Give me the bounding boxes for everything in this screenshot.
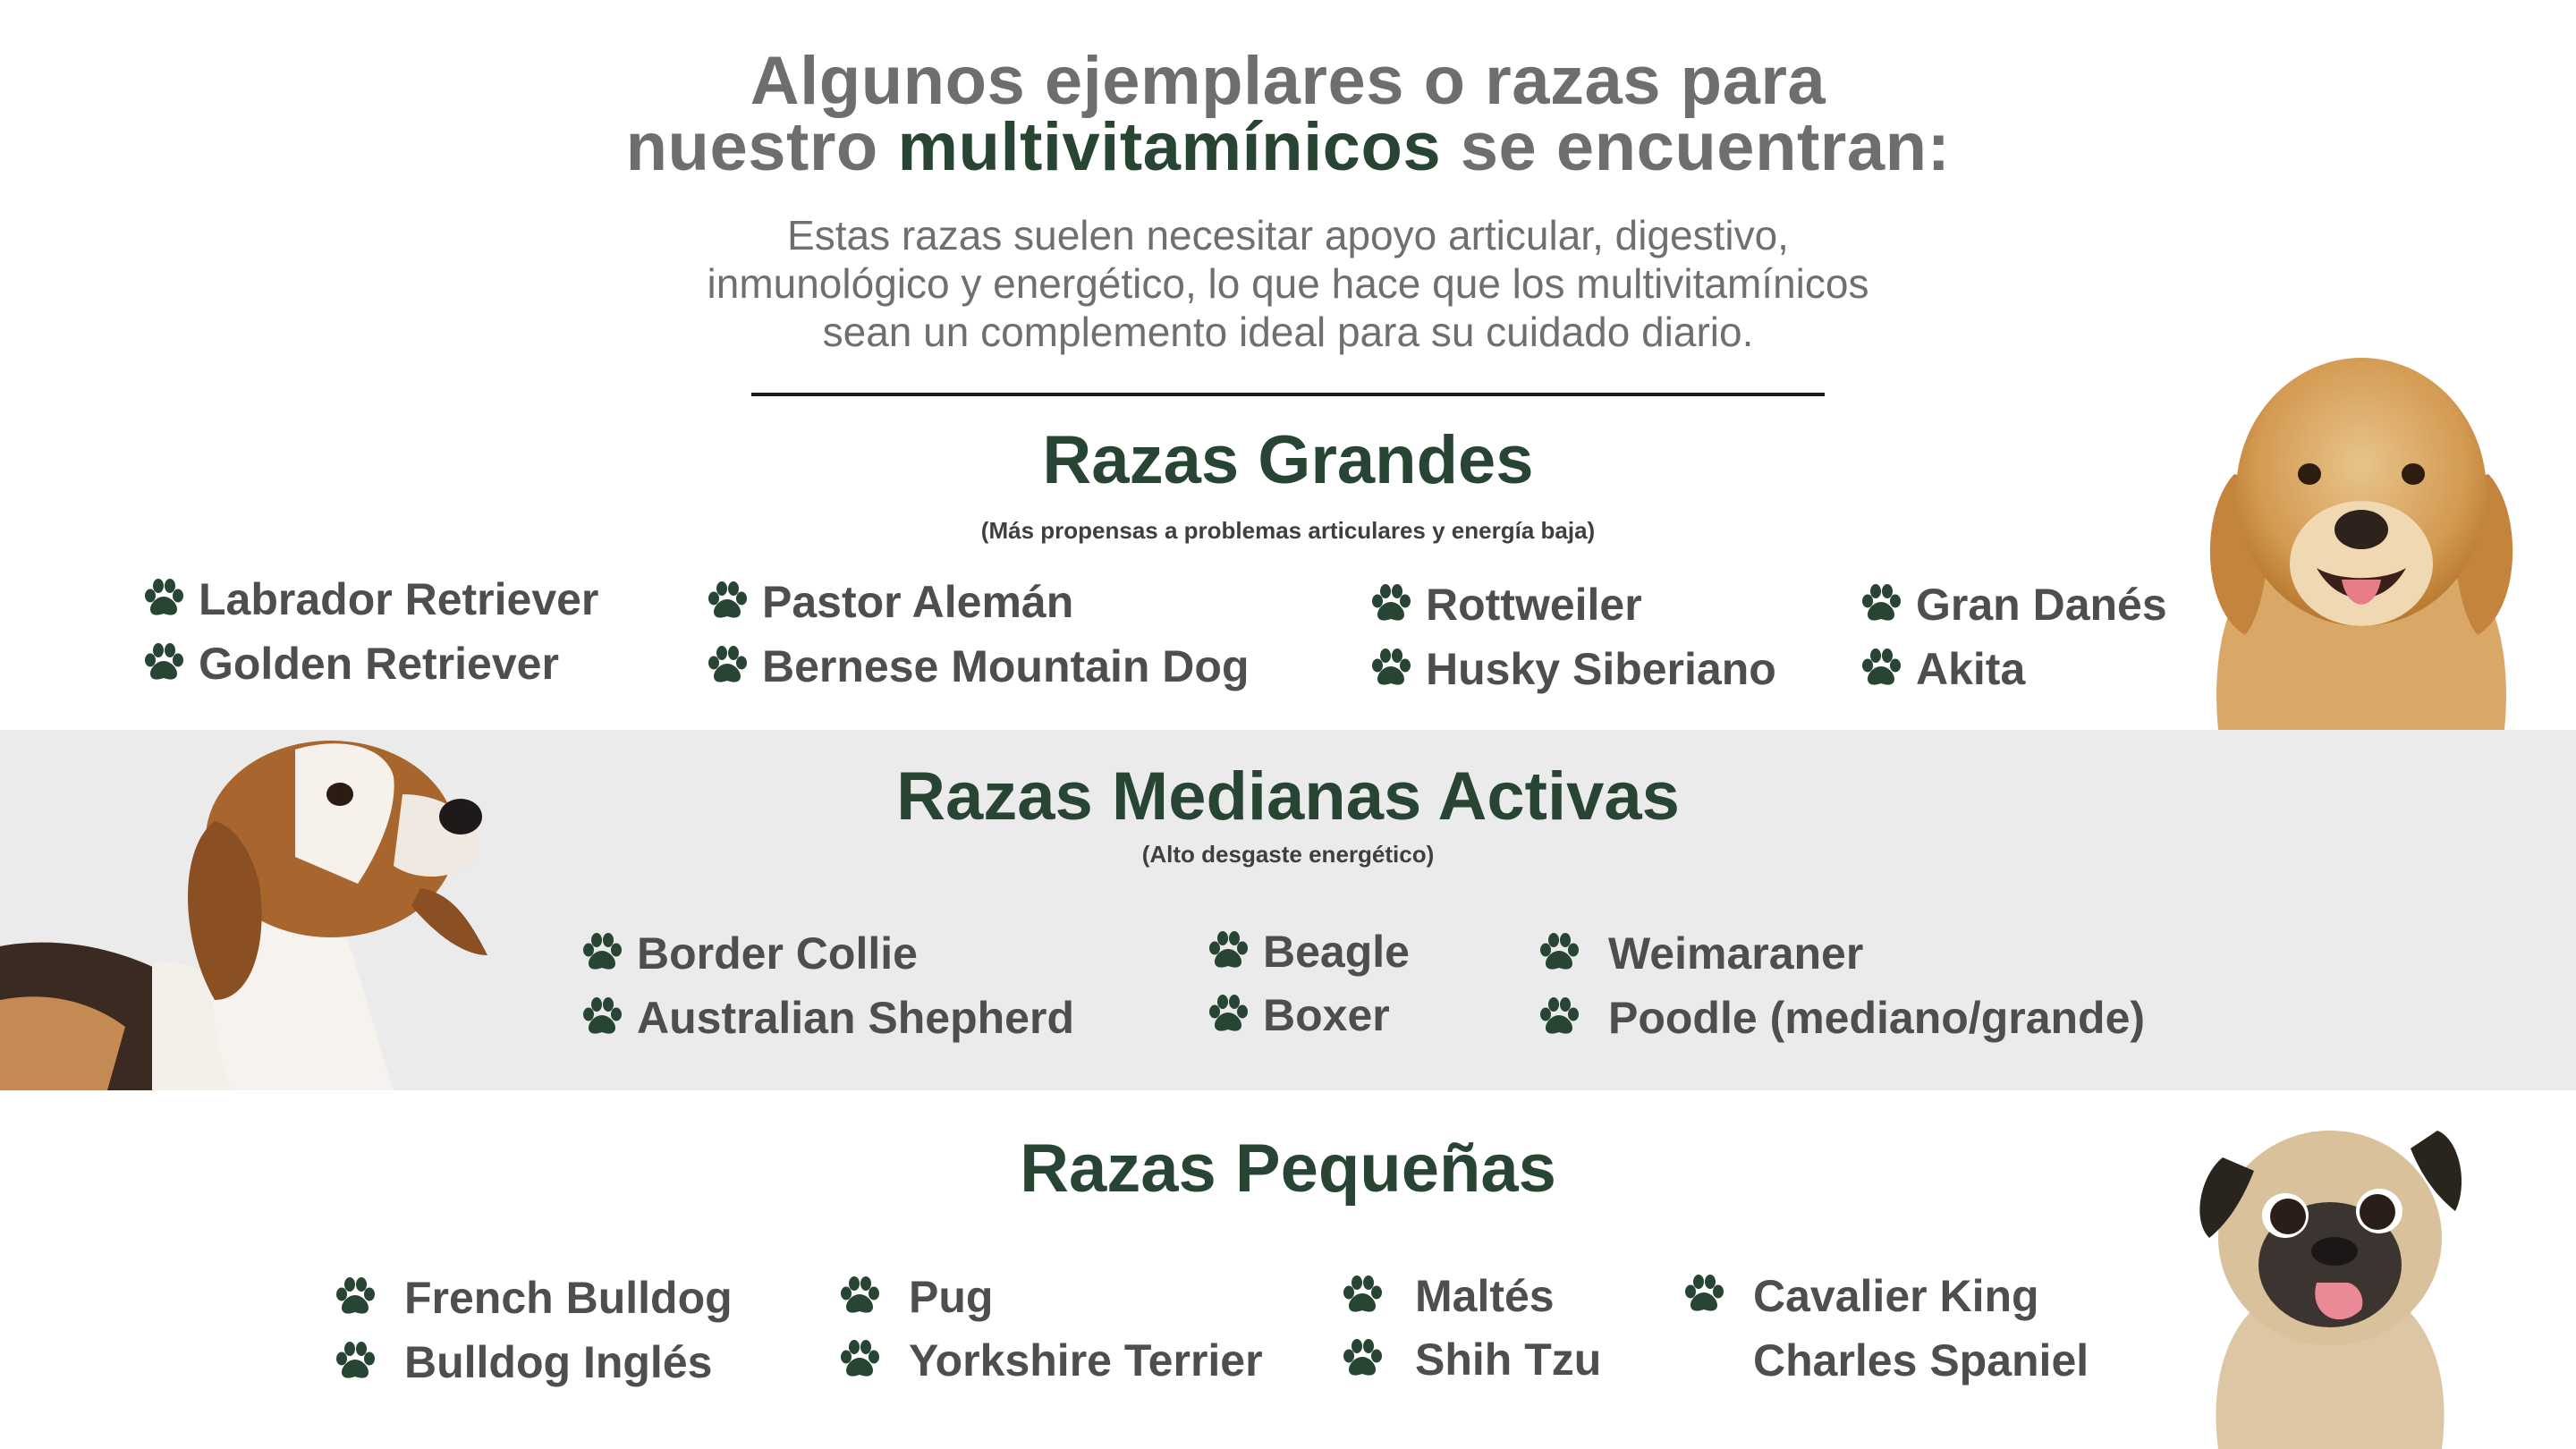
breed-item [1368,578,1642,631]
section-subtitle-large: (Más propensas a problemas articulares y energía baja) [980,517,1596,544]
breed-item [1537,927,1863,980]
paw-icon [1859,647,1903,691]
breed-label: Pug [909,1272,994,1322]
breed-item [705,575,1073,629]
title-suffix: se encuentran: [1460,109,1951,185]
breed-label: Pastor Alemán [762,577,1074,627]
breed-label: Australian Shepherd [637,993,1074,1043]
section-subtitle-medium: (Alto desgaste energético) [1141,841,1435,868]
breed-label: Poodle (mediano/grande) [1608,993,2146,1043]
breed-label: Rottweiler [1426,580,1642,630]
breed-label: Boxer [1263,990,1390,1040]
paw-icon [333,1340,377,1385]
breed-item [333,1271,733,1325]
intro-text [0,211,2576,356]
paw-icon [1340,1274,1385,1318]
breed-item [837,1334,1263,1387]
intro-line-3: sean un complemento ideal para su cuidado diario. [822,309,1754,355]
paw-icon [837,1275,882,1319]
paw-icon [1340,1337,1385,1382]
paw-icon [333,1275,377,1320]
breed-label: Akita [1916,644,2026,694]
golden-retriever-image [2182,340,2540,730]
breed-label: Labrador Retriever [199,574,599,624]
breed-label: Yorkshire Terrier [909,1335,1263,1385]
breed-item [580,927,918,980]
page-title-line-2 [0,109,2576,185]
paw-icon [1537,996,1581,1040]
breed-label: Husky Siberiano [1426,644,1776,694]
breed-label: Cavalier King Charles Spaniel [1753,1271,2089,1385]
page-title-line-1: Algunos ejemplares o razas para [750,43,1826,119]
section-title-large: Razas Grandes [1042,422,1534,498]
breed-label: Bernese Mountain Dog [762,641,1250,691]
breed-item [1859,578,2167,631]
breed-item [141,637,559,691]
breed-label: Shih Tzu [1415,1335,1602,1385]
breed-label: Gran Danés [1916,580,2167,630]
divider [751,393,1825,396]
breed-item [1340,1333,1601,1386]
breed-item [1206,925,1410,979]
breed-label: Weimaraner [1608,928,1864,979]
intro-line-2: inmunológico y energético, lo que hace que los multivitamínicos [707,260,1869,307]
paw-icon [141,641,186,686]
intro-line-1: Estas razas suelen necesitar apoyo articular, digestivo, [787,212,1789,258]
page-title [0,43,2576,185]
paw-icon [141,577,186,622]
breed-item [580,991,1074,1045]
paw-icon [1682,1273,1726,1318]
paw-icon [1859,582,1903,627]
section-title-small: Razas Pequeñas [1020,1131,1556,1207]
breed-item [1537,991,2145,1045]
breed-item [1206,988,1390,1042]
breed-item [1682,1264,2147,1393]
breed-label: Border Collie [637,928,918,979]
paw-icon [580,931,624,976]
title-prefix: nuestro [625,109,878,185]
paw-icon [705,580,750,624]
paw-icon [837,1338,882,1383]
paw-icon [1206,993,1250,1038]
breed-label: Beagle [1263,927,1410,977]
breed-item [333,1335,712,1389]
title-accent: multivitamínicos [897,109,1442,185]
breed-item [141,572,598,626]
breed-item [1859,642,2025,696]
breed-item [1368,642,1776,696]
breed-item [837,1270,993,1324]
paw-icon [1537,931,1581,976]
paw-icon [1368,647,1413,691]
paw-icon [1368,582,1413,627]
section-title-medium: Razas Medianas Activas [896,758,1680,835]
breed-label: Golden Retriever [199,639,559,689]
paw-icon [1206,929,1250,974]
breed-item [705,640,1249,693]
breed-item [1340,1269,1555,1323]
breed-label: French Bulldog [404,1273,733,1323]
paw-icon [580,996,624,1040]
breed-label: Maltés [1415,1271,1555,1321]
paw-icon [705,644,750,689]
pug-image [2182,1095,2478,1449]
breed-label: Bulldog Inglés [404,1337,713,1387]
